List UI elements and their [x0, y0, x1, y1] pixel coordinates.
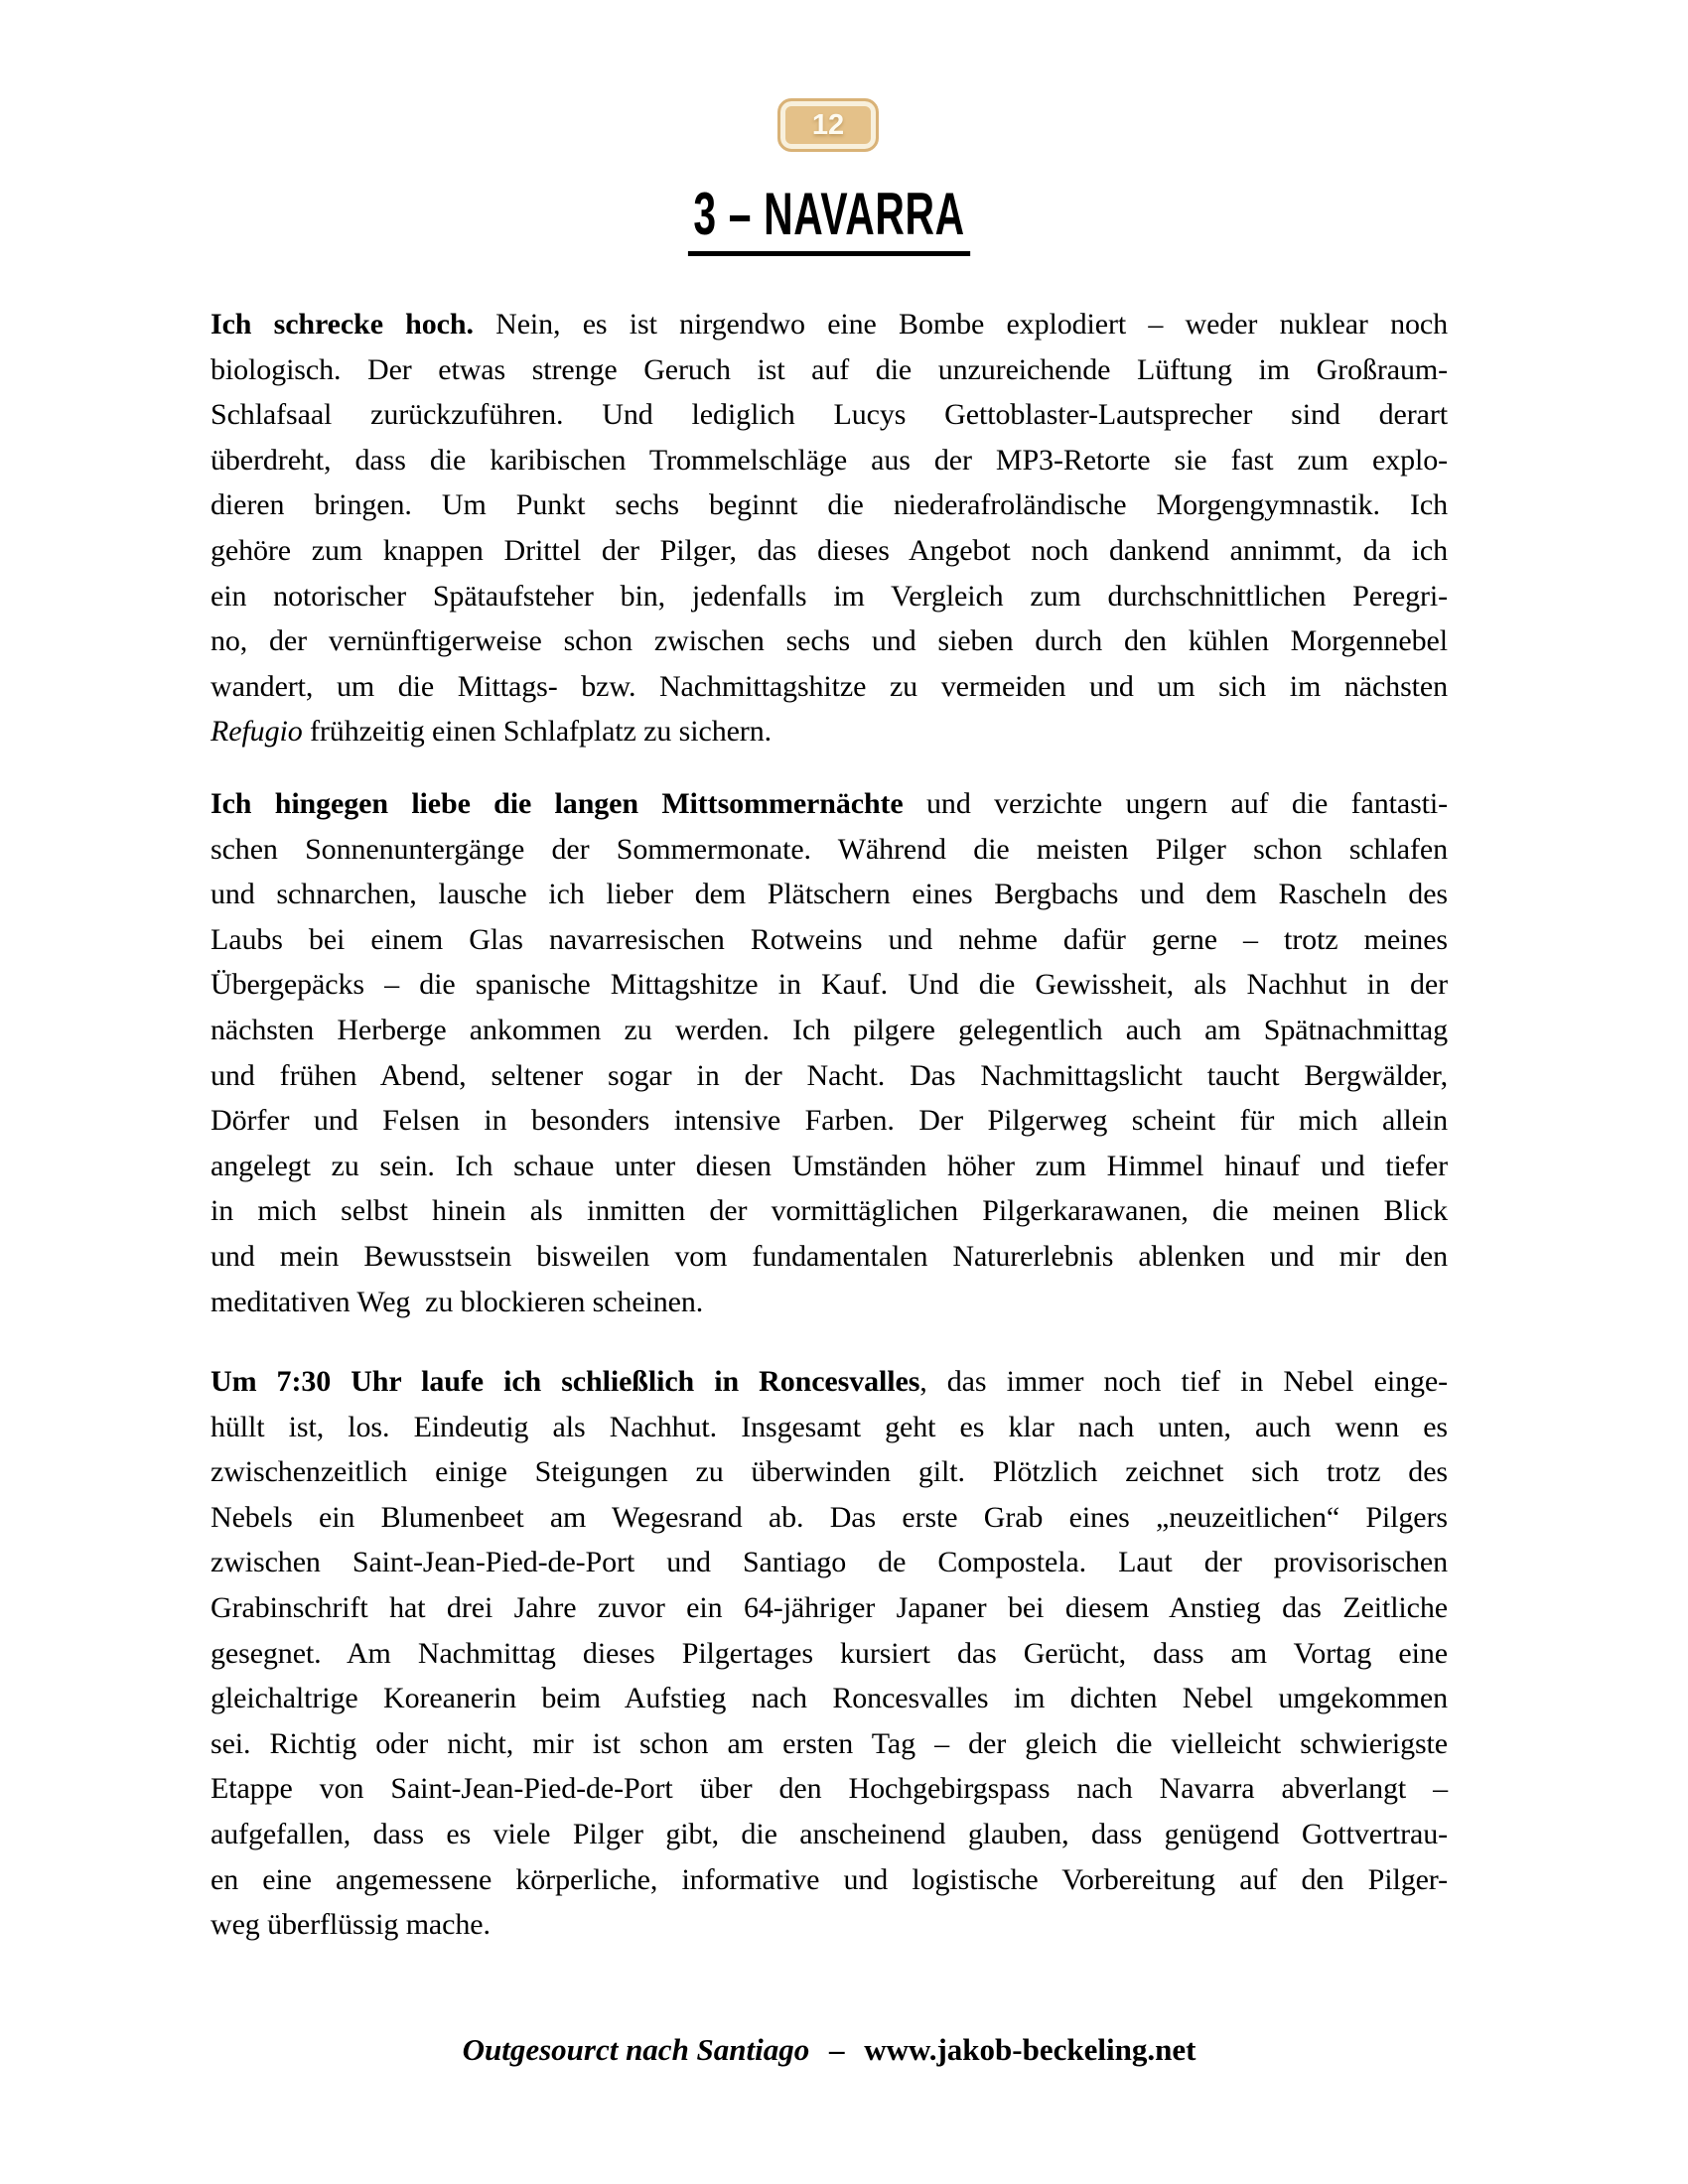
text-line: en eine angemessene körperliche, informative und logistische Vorbereitung auf den Pilger- — [211, 1862, 1448, 1896]
text: und verzichte ungern auf die fantasti- — [903, 787, 1449, 820]
text-line: weg überflüssig mache. — [211, 1908, 491, 1942]
footer-website: www.jakob-beckeling.net — [864, 2032, 1196, 2067]
text-line: und mein Bewusstsein bisweilen vom fundamentalen Naturerlebnis ablenken und mir den — [211, 1239, 1448, 1273]
text-line — [211, 302, 1448, 347]
text-line: dieren bringen. Um Punkt sechs beginnt die niederafroländische Morgengymnastik. Ich — [211, 488, 1448, 522]
text-line: hüllt ist, los. Eindeutig als Nachhut. Insgesamt geht es klar nach unten, auch wenn es — [211, 1410, 1448, 1443]
text-line — [211, 1359, 1448, 1405]
bold-text: Ich hingegen liebe die langen Mittsommernächte — [211, 787, 904, 820]
text-line: biologisch. Der etwas strenge Geruch ist auf die unzureichende Lüftung im Großraum- — [211, 352, 1448, 386]
paragraph — [211, 1359, 1448, 1948]
text-line: meditativen Weg zu blockieren scheinen. — [211, 1285, 704, 1318]
text-line: schen Sonnenuntergänge der Sommermonate. Während die meisten Pilger schon schlafen — [211, 832, 1448, 866]
text-line: nächsten Herberge ankommen zu werden. Ich pilgere gelegentlich auch am Spätnachmittag — [211, 1013, 1448, 1046]
text-line: aufgefallen, dass es viele Pilger gibt, die anscheinend glauben, dass genügend Gottvertrau- — [211, 1817, 1448, 1850]
paragraph — [211, 781, 1448, 1324]
text-line — [211, 709, 1448, 754]
text-line: Nebels ein Blumenbeet am Wegesrand ab. Das erste Grab eines „neuzeitlichen“ Pilgers — [211, 1500, 1448, 1534]
text-line: Laubs bei einem Glas navarresischen Rotweins und nehme dafür gerne – trotz meines — [211, 922, 1448, 956]
text-line: überdreht, dass die karibischen Trommelschläge aus der MP3-Retorte sie fast zum explo- — [211, 443, 1448, 477]
chapter-title-text: 3 – NAVARRA — [688, 185, 970, 256]
text-line: Übergepäcks – die spanische Mittagshitze in Kauf. Und die Gewissheit, als Nachhut in der — [211, 968, 1448, 1002]
bold-text: Ich schrecke hoch. — [211, 308, 474, 341]
page-footer — [211, 2030, 1448, 2070]
text-line: und frühen Abend, seltener sogar in der Nacht. Das Nachmittagslicht taucht Bergwälder, — [211, 1058, 1448, 1092]
text-line: zwischenzeitlich einige Steigungen zu überwinden gilt. Plötzlich zeichnet sich trotz des — [211, 1455, 1448, 1489]
text-line: sei. Richtig oder nicht, mir ist schon am ersten Tag – der gleich die vielleicht schwierigste — [211, 1726, 1448, 1760]
text-line: Schlafsaal zurückzuführen. Und lediglich Lucys Gettoblaster-Lautsprecher sind derart — [211, 398, 1448, 432]
text-line: zwischen Saint-Jean-Pied-de-Port und Santiago de Compostela. Laut der provisorischen — [211, 1546, 1448, 1579]
italic-text: Refugio — [211, 715, 303, 749]
text-line: wandert, um die Mittags- bzw. Nachmittagshitze zu vermeiden und um sich im nächsten — [211, 669, 1448, 703]
text: , das immer noch tief in Nebel einge- — [919, 1365, 1448, 1398]
bold-text: Um 7:30 Uhr laufe ich schließlich in Roncesvalles — [211, 1365, 920, 1398]
text-line: angelegt zu sein. Ich schaue unter diesen Umständen höher zum Himmel hinauf und tiefer — [211, 1149, 1448, 1182]
footer-book-title: Outgesourct nach Santiago — [462, 2032, 810, 2067]
text-line: gesegnet. Am Nachmittag dieses Pilgertages kursiert das Gerücht, dass am Vortag eine — [211, 1636, 1448, 1670]
text-line: gleichaltrige Koreanerin beim Aufstieg nach Roncesvalles im dichten Nebel umgekommen — [211, 1682, 1448, 1715]
paragraph — [211, 302, 1448, 754]
text-line: in mich selbst hinein als inmitten der vormittäglichen Pilgerkarawanen, die meinen Blick — [211, 1194, 1448, 1228]
page-number: 12 — [811, 108, 845, 141]
text-line: ein notorischer Spätaufsteher bin, jedenfalls im Vergleich zum durchschnittlichen Peregri- — [211, 579, 1448, 613]
text: frühzeitig einen Schlafplatz zu sichern. — [302, 715, 772, 749]
text: Nein, es ist nirgendwo eine Bombe explodiert – weder nuklear noch — [473, 308, 1449, 341]
text-line: und schnarchen, lausche ich lieber dem Plätschern eines Bergbachs und dem Rascheln des — [211, 878, 1448, 911]
text-line: Etappe von Saint-Jean-Pied-de-Port über den Hochgebirgspass nach Navarra abverlangt – — [211, 1772, 1448, 1806]
footer-separator: – — [829, 2032, 845, 2067]
text-line: Dörfer und Felsen in besonders intensive Farben. Der Pilgerweg scheint für mich allein — [211, 1104, 1448, 1138]
text-line: gehöre zum knappen Drittel der Pilger, das dieses Angebot noch dankend annimmt, da ich — [211, 533, 1448, 567]
text-line: Grabinschrift hat drei Jahre zuvor ein 64-jähriger Japaner bei diesem Anstieg das Zeitliche — [211, 1590, 1448, 1624]
text-line: no, der vernünftigerweise schon zwischen sechs und sieben durch den kühlen Morgennebel — [211, 624, 1448, 658]
text-line — [211, 781, 1448, 827]
